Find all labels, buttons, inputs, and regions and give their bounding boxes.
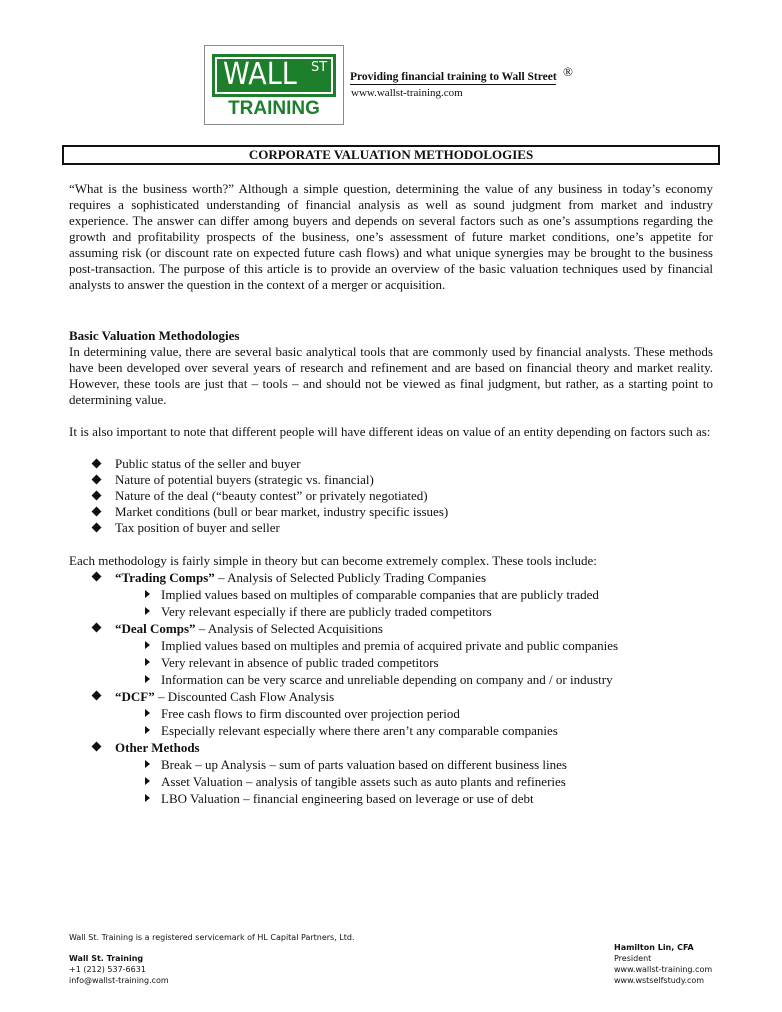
triangle-bullet-icon xyxy=(145,607,150,615)
list-item xyxy=(91,472,448,488)
list-item xyxy=(91,504,448,520)
sub-item-text: Very relevant especially if there are publicly traded competitors xyxy=(161,604,492,619)
triangle-bullet-icon xyxy=(145,641,150,649)
method-name: “Deal Comps” xyxy=(115,621,196,636)
diamond-bullet-icon xyxy=(92,691,102,701)
triangle-bullet-icon xyxy=(145,794,150,802)
footer-email: info@wallst-training.com xyxy=(69,976,169,985)
footer-author xyxy=(614,942,712,986)
triangle-bullet-icon xyxy=(145,777,150,785)
triangle-bullet-icon xyxy=(145,760,150,768)
footer-company: Wall St. Training xyxy=(69,954,144,963)
diamond-bullet-icon xyxy=(92,491,102,501)
footer-phone: +1 (212) 537-6631 xyxy=(69,965,146,974)
logo-wall-text: WALL xyxy=(223,57,297,92)
list-item-text: Nature of the deal (“beauty contest” or privately negotiated) xyxy=(115,488,428,503)
sub-item xyxy=(91,756,618,773)
list-item-text: Nature of potential buyers (strategic vs. financial) xyxy=(115,472,374,487)
diamond-bullet-icon xyxy=(92,475,102,485)
method-name: “DCF” xyxy=(115,689,155,704)
sub-item-text: Information can be very scarce and unreliable depending on company and / or industry xyxy=(161,672,613,687)
method-item xyxy=(91,688,618,705)
sub-item-text: Free cash flows to firm discounted over projection period xyxy=(161,706,460,721)
diamond-bullet-icon xyxy=(92,459,102,469)
logo-inner-frame xyxy=(215,57,333,94)
triangle-bullet-icon xyxy=(145,658,150,666)
basic-paragraph: In determining value, there are several basic analytical tools that are commonly used by financial analysts. These methods have been developed over several years of research and refinement and are based on financial theory and market reality. However, these tools are just that – tools – and should not be viewed as final judgment, but rather, as a starting point to determining value. xyxy=(69,344,713,407)
footer-role: President xyxy=(614,954,652,963)
list-item-text: Public status of the seller and buyer xyxy=(115,456,301,471)
factors-paragraph: It is also important to note that different people will have different ideas on value of an entity depending on factors such as: xyxy=(69,424,711,439)
footer-registration: Wall St. Training is a registered servicemark of HL Capital Partners, Ltd. xyxy=(69,933,355,942)
method-item xyxy=(91,739,618,756)
triangle-bullet-icon xyxy=(145,709,150,717)
header-url: www.wallst-training.com xyxy=(351,87,463,99)
list-item xyxy=(91,520,448,536)
sub-item xyxy=(91,586,618,603)
triangle-bullet-icon xyxy=(145,590,150,598)
sub-item xyxy=(91,671,618,688)
tagline: Providing financial training to Wall Street xyxy=(350,71,557,83)
method-item xyxy=(91,620,618,637)
footer-site-2: www.wstselfstudy.com xyxy=(614,976,705,985)
sub-item-text: Implied values based on multiples and premia of acquired private and public companies xyxy=(161,638,619,653)
factors-list xyxy=(91,456,448,536)
method-item xyxy=(91,569,618,586)
list-item-text: Market conditions (bull or bear market, industry specific issues) xyxy=(115,504,449,519)
footer-contact xyxy=(69,953,169,986)
diamond-bullet-icon xyxy=(92,507,102,517)
sub-item xyxy=(91,790,618,807)
list-item xyxy=(91,456,448,472)
diamond-bullet-icon xyxy=(92,742,102,752)
sub-item-text: Asset Valuation – analysis of tangible assets such as auto plants and refineries xyxy=(161,774,566,789)
section-heading-basic: Basic Valuation Methodologies xyxy=(69,328,240,343)
sub-item-text: LBO Valuation – financial engineering based on leverage or use of debt xyxy=(161,791,534,806)
sub-item xyxy=(91,773,618,790)
methods-list xyxy=(91,569,618,807)
sub-item xyxy=(91,603,618,620)
sub-item-text: Break – up Analysis – sum of parts valuation based on different business lines xyxy=(161,757,567,772)
triangle-bullet-icon xyxy=(145,675,150,683)
logo-green-block xyxy=(212,54,336,97)
method-name: Other Methods xyxy=(115,740,200,755)
sub-item xyxy=(91,705,618,722)
sub-item xyxy=(91,722,618,739)
diamond-bullet-icon xyxy=(92,623,102,633)
footer-person: Hamilton Lin, CFA xyxy=(614,943,694,952)
diamond-bullet-icon xyxy=(92,523,102,533)
method-desc: – Analysis of Selected Acquisitions xyxy=(195,621,383,636)
registered-mark: ® xyxy=(563,64,573,79)
logo-training-text: TRAINING xyxy=(228,98,320,119)
method-desc: – Discounted Cash Flow Analysis xyxy=(154,689,335,704)
triangle-bullet-icon xyxy=(145,726,150,734)
sub-item xyxy=(91,637,618,654)
intro-paragraph: “What is the business worth?” Although a simple question, determining the value of any business in today’s economy requires a sophisticated understanding of financial analysis as well as sound judgment from market and industry experience. The answer can differ among buyers and depends on several factors such as one’s assumptions regarding the growth and profitability prospects of the business, one’s assessment of future market conditions, one’s appetite for assuming risk (or discount rate on expected future cash flows) and what unique synergies may be brought to the business post-transaction. The purpose of this article is to provide an overview of the basic valuation techniques used by financial analysts to answer the question in the context of a merger or acquisition. xyxy=(69,181,713,292)
footer-site-1: www.wallst-training.com xyxy=(614,965,713,974)
sub-item-text: Implied values based on multiples of comparable companies that are publicly traded xyxy=(161,587,599,602)
sub-item xyxy=(91,654,618,671)
sub-item-text: Especially relevant especially where there aren’t any comparable companies xyxy=(161,723,558,738)
logo xyxy=(204,45,344,125)
logo-st-text: ST xyxy=(311,60,328,75)
method-desc: – Analysis of Selected Publicly Trading Companies xyxy=(214,570,486,585)
diamond-bullet-icon xyxy=(92,572,102,582)
methods-intro: Each methodology is fairly simple in theory but can become extremely complex. These tools include: xyxy=(69,553,597,568)
list-item-text: Tax position of buyer and seller xyxy=(115,520,280,535)
sub-item-text: Very relevant in absence of public traded competitors xyxy=(161,655,439,670)
list-item xyxy=(91,488,448,504)
method-name: “Trading Comps” xyxy=(115,570,215,585)
page-title: CORPORATE VALUATION METHODOLOGIES xyxy=(62,145,720,165)
